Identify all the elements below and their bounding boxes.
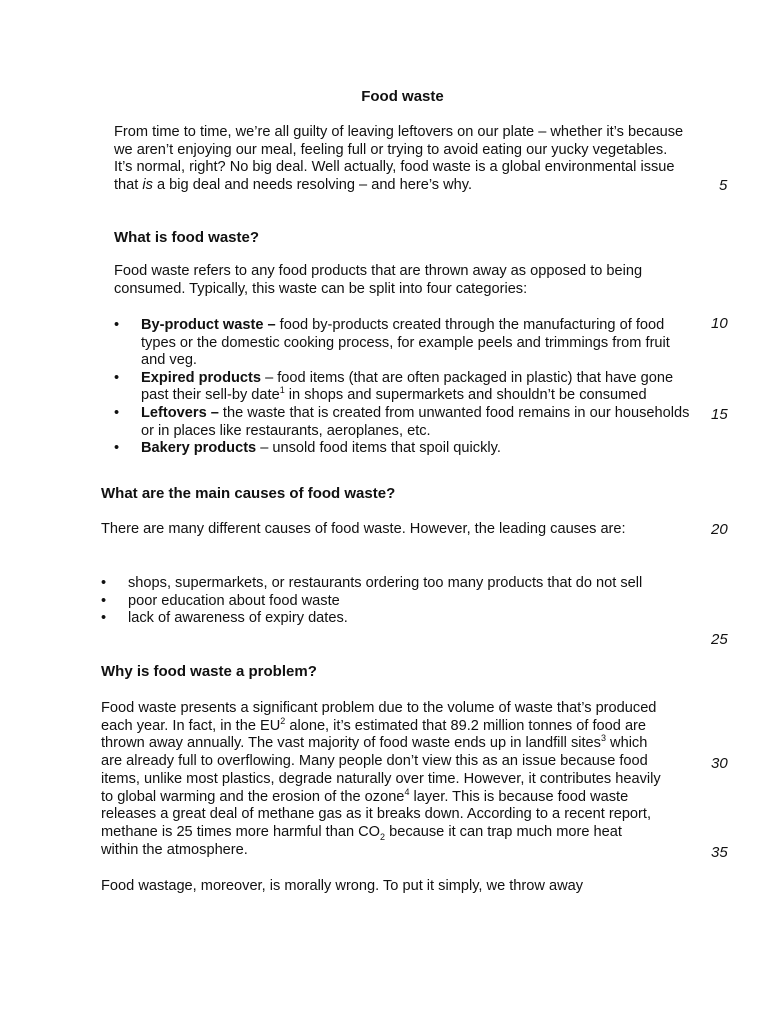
section2-paragraph: There are many different causes of food waste. However, the leading causes are:	[101, 521, 626, 537]
footnote-marker: 3	[600, 733, 606, 744]
subscript: 2	[380, 831, 386, 842]
bullet-icon: •	[101, 575, 107, 591]
bullet-icon: •	[114, 369, 120, 386]
footnote-marker: 1	[279, 385, 285, 396]
line-number: 25	[711, 631, 728, 648]
list-item: • Leftovers – the waste that is created from unwanted food remains in our households or in places like restaurants, aeroplanes, etc.	[114, 404, 690, 439]
footnote-marker: 4	[404, 786, 410, 797]
food-waste-categories-list	[114, 317, 694, 458]
line-number: 15	[711, 406, 728, 423]
intro-text-2: a big deal and needs resolving – and here’s why.	[152, 177, 473, 194]
section-heading-problem: Why is food waste a problem?	[101, 663, 317, 680]
bullet-icon: •	[114, 440, 120, 457]
bullet-icon: •	[114, 404, 120, 421]
list-item: • Bakery products – unsold food items that spoil quickly.	[114, 440, 501, 457]
bullet-icon: •	[114, 317, 120, 333]
intro-text-1: From time to time, we’re all guilty of leaving leftovers on our plate – whether it’s because we aren’t enjoying our meal, feeling full or trying to avoid eating our yucky vegetables. It’s normal, right? No big deal. Well actually, food waste is a global environmental issue that	[114, 124, 684, 194]
line-number: 30	[711, 755, 728, 772]
line-number: 35	[711, 844, 728, 861]
intro-paragraph	[114, 124, 686, 195]
page-title: Food waste	[361, 88, 444, 105]
list-item: • Expired products – food items (that are often packaged in plastic) that have gone past their sell-by date$^1$ in shops and supermarkets and shouldn’t be consumed	[114, 369, 674, 404]
bullet-icon: •	[101, 592, 107, 609]
bullet-icon: •	[101, 610, 107, 627]
intro-emphasis: is	[142, 177, 153, 194]
section-heading-what-is: What is food waste?	[114, 229, 260, 246]
list-item: • By-product waste – food by-products created through the manufacturing of food types or the domestic cooking process, for example peels and trimmings from fruit and veg.	[114, 317, 670, 369]
causes-list	[101, 575, 691, 628]
list-item: • lack of awareness of expiry dates.	[101, 610, 348, 627]
section3-paragraph: Food waste presents a significant problem due to the volume of waste that’s produced each year. In fact, in the $EU^2$ alone, it’s estimated that 89.2 million tonnes of food are thrown away annually. The vast majority of food waste ends up in landfill sites$^3$ which are already full to overflowing. Many people don’t view this as an issue because food items, unlike most plastics, degrade naturally over time. However, it contributes heavily to global warming and the erosion of the ozone$^4$ layer. This is because food waste releases a great deal of methane gas as it breaks down. According to a recent report, methane is 25 times more harmful than $CO_2$ because it can trap much more heat within the atmosphere.	[101, 700, 661, 858]
section-heading-causes: What are the main causes of food waste?	[101, 485, 396, 502]
footnote-marker: 2	[280, 715, 286, 726]
list-item: • shops, supermarkets, or restaurants ordering too many products that do not sell	[101, 575, 643, 591]
section1-paragraph: Food waste refers to any food products that are thrown away as opposed to being consumed. Typically, this waste can be split into four categories:	[114, 263, 643, 297]
line-number: 10	[711, 315, 728, 332]
list-item: • poor education about food waste	[101, 592, 340, 609]
line-number: 5	[719, 177, 728, 194]
line-number: 20	[711, 521, 728, 538]
final-paragraph: Food wastage, moreover, is morally wrong. To put it simply, we throw away	[101, 878, 584, 894]
